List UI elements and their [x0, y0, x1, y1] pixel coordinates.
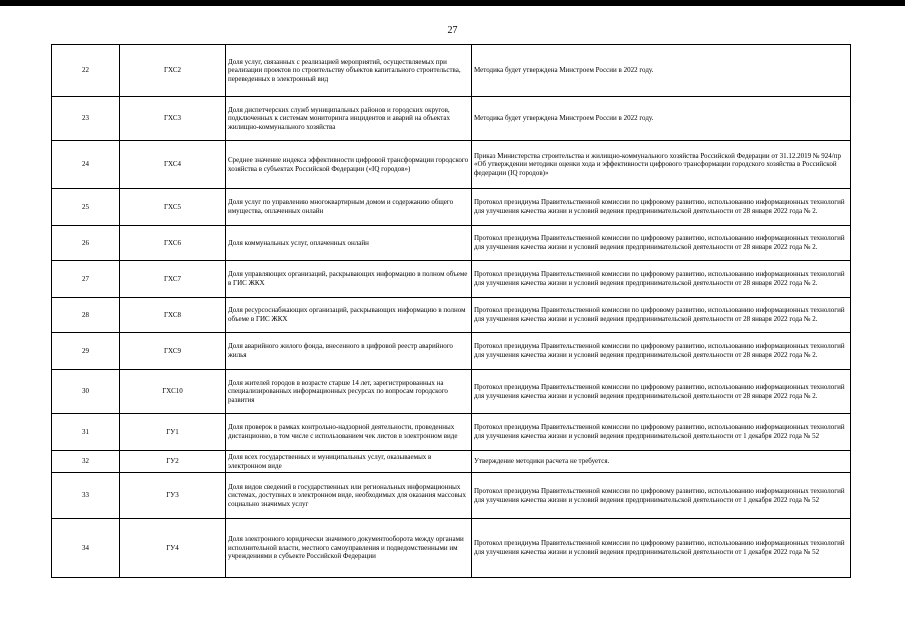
row-number: 24: [52, 141, 120, 189]
indicator-table: [51, 44, 851, 578]
methodology-basis: Протокол президиума Правительственной комиссии по цифровому развитию, использованию информационных технологий для улучшения качества жизни и условий ведения предпринимательской деятельности от 1 декабря 2022 года № 52: [472, 414, 851, 451]
indicator-code: ГХС8: [120, 298, 226, 333]
table-row: [52, 97, 851, 141]
table-row: [52, 333, 851, 370]
methodology-basis: Протокол президиума Правительственной комиссии по цифровому развитию, использованию информационных технологий для улучшения качества жизни и условий ведения предпринимательской деятельности от 28 января 2022 года № 2.: [472, 226, 851, 261]
row-number: 25: [52, 189, 120, 226]
methodology-basis: Протокол президиума Правительственной комиссии по цифровому развитию, использованию информационных технологий для улучшения качества жизни и условий ведения предпринимательской деятельности от 28 января 2022 года № 2.: [472, 333, 851, 370]
methodology-basis: Протокол президиума Правительственной комиссии по цифровому развитию, использованию информационных технологий для улучшения качества жизни и условий ведения предпринимательской деятельности от 28 января 2022 года № 2.: [472, 298, 851, 333]
indicator-name: Доля управляющих организаций, раскрывающих информацию в полном объеме в ГИС ЖКХ: [226, 261, 472, 298]
row-number: 34: [52, 519, 120, 578]
methodology-basis: Протокол президиума Правительственной комиссии по цифровому развитию, использованию информационных технологий для улучшения качества жизни и условий ведения предпринимательской деятельности от 28 января 2022 года № 2.: [472, 189, 851, 226]
indicator-name: Среднее значение индекса эффективности цифровой трансформации городского хозяйства в субъектах Российской Федерации («IQ городов»): [226, 141, 472, 189]
table-row: [52, 189, 851, 226]
page-number: 27: [447, 25, 458, 36]
table-row: [52, 226, 851, 261]
indicator-name: Доля аварийного жилого фонда, внесенного в цифровой реестр аварийного жилья: [226, 333, 472, 370]
row-number: 27: [52, 261, 120, 298]
indicator-code: ГХС4: [120, 141, 226, 189]
indicator-name: Доля проверок в рамках контрольно-надзорной деятельности, проведенных дистанционно, в том числе с использованием чек листов в электронном виде: [226, 414, 472, 451]
methodology-basis: Протокол президиума Правительственной комиссии по цифровому развитию, использованию информационных технологий для улучшения качества жизни и условий ведения предпринимательской деятельности от 28 января 2022 года № 2.: [472, 261, 851, 298]
methodology-basis: Методика будет утверждена Минстроем России в 2022 году.: [472, 97, 851, 141]
table-row: [52, 370, 851, 414]
table-row: [52, 45, 851, 97]
row-number: 28: [52, 298, 120, 333]
table-row: [52, 473, 851, 519]
indicator-name: Доля всех государственных и муниципальных услуг, оказываемых в электронном виде: [226, 451, 472, 473]
table-row: [52, 451, 851, 473]
table-row: [52, 261, 851, 298]
indicator-name: Доля диспетчерских служб муниципальных районов и городских округов, подключенных к системам мониторинга инцидентов и аварий на объектах жилищно-коммунального хозяйства: [226, 97, 472, 141]
indicator-code: ГХС3: [120, 97, 226, 141]
row-number: 30: [52, 370, 120, 414]
methodology-basis: Утверждение методики расчета не требуется.: [472, 451, 851, 473]
top-border-bar: [0, 0, 905, 6]
row-number: 29: [52, 333, 120, 370]
indicator-name: Доля услуг, связанных с реализацией мероприятий, осуществляемых при реализации проектов по строительству объектов капитального строительства, переведенных в электронный вид: [226, 45, 472, 97]
indicator-code: ГХС10: [120, 370, 226, 414]
indicator-code: ГХС5: [120, 189, 226, 226]
indicator-code: ГУ1: [120, 414, 226, 451]
methodology-basis: Протокол президиума Правительственной комиссии по цифровому развитию, использованию информационных технологий для улучшения качества жизни и условий ведения предпринимательской деятельности от 1 декабря 2022 года № 52: [472, 473, 851, 519]
row-number: 31: [52, 414, 120, 451]
indicator-code: ГУ2: [120, 451, 226, 473]
table-row: [52, 414, 851, 451]
table-row: [52, 141, 851, 189]
indicator-code: ГУ4: [120, 519, 226, 578]
indicator-code: ГХС2: [120, 45, 226, 97]
row-number: 26: [52, 226, 120, 261]
table-row: [52, 298, 851, 333]
indicator-name: Доля видов сведений в государственных или региональных информационных системах, доступных в электронном виде, необходимых для оказания массовых социально значимых услуг: [226, 473, 472, 519]
methodology-basis: Приказ Министерства строительства и жилищно-коммунального хозяйства Российской Федерации от 31.12.2019 № 924/пр «Об утверждении методики оценки хода и эффективности цифрового трансформации городского хозяйства в Российской федерации (IQ городов)»: [472, 141, 851, 189]
row-number: 23: [52, 97, 120, 141]
row-number: 33: [52, 473, 120, 519]
indicator-name: Доля жителей городов в возрасте старше 14 лет, зарегистрированных на специализированных информационных ресурсах по вопросам городского развития: [226, 370, 472, 414]
indicator-code: ГУ3: [120, 473, 226, 519]
methodology-basis: Протокол президиума Правительственной комиссии по цифровому развитию, использованию информационных технологий для улучшения качества жизни и условий ведения предпринимательской деятельности от 1 декабря 2022 года № 52: [472, 519, 851, 578]
table-row: [52, 519, 851, 578]
indicator-code: ГХС9: [120, 333, 226, 370]
row-number: 22: [52, 45, 120, 97]
methodology-basis: Протокол президиума Правительственной комиссии по цифровому развитию, использованию информационных технологий для улучшения качества жизни и условий ведения предпринимательской деятельности от 28 января 2022 года № 2.: [472, 370, 851, 414]
indicator-name: Доля ресурсоснабжающих организаций, раскрывающих информацию в полном объеме в ГИС ЖКХ: [226, 298, 472, 333]
indicator-name: Доля электронного юридически значимого документооборота между органами исполнительной власти, местного самоуправления и подведомственными им учреждениями в субъекте Российской Федерации: [226, 519, 472, 578]
methodology-basis: Методика будет утверждена Минстроем России в 2022 году.: [472, 45, 851, 97]
indicator-code: ГХС6: [120, 226, 226, 261]
indicator-code: ГХС7: [120, 261, 226, 298]
indicator-name: Доля услуг по управлению многоквартирным домом и содержанию общего имущества, оплаченных онлайн: [226, 189, 472, 226]
indicator-name: Доля коммунальных услуг, оплаченных онлайн: [226, 226, 472, 261]
row-number: 32: [52, 451, 120, 473]
